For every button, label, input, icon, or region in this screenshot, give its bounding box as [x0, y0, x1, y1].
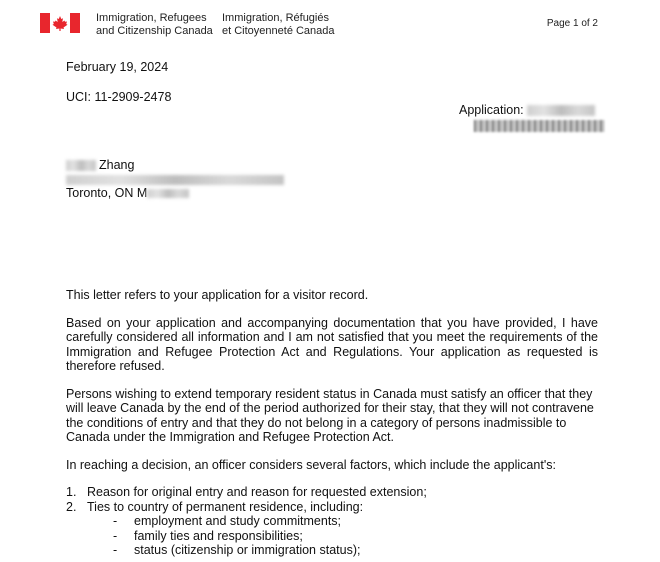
list-item	[66, 485, 598, 500]
sub-factors-list	[66, 514, 598, 558]
recipient-city-line	[66, 186, 284, 200]
list-item-text: Reason for original entry and reason for requested extension;	[87, 485, 427, 499]
redacted-barcode	[474, 120, 604, 132]
factors-list	[66, 485, 598, 514]
recipient-street-line	[66, 172, 284, 186]
letter-date: February 19, 2024	[66, 60, 169, 74]
recipient-address	[66, 158, 284, 200]
dash-bullet: -	[113, 514, 118, 528]
decision-paragraph: Based on your application and accompanying documentation that you have provided, I have carefully considered all information and I am not satisfied that you meet the requirements of the Immigration and Refugee Protection Act and Regulations. Your application as requested is therefore refused.	[66, 315, 598, 373]
canada-flag-icon	[40, 13, 80, 33]
redacted-postal-code	[147, 189, 189, 198]
application-label: Application:	[459, 103, 524, 117]
department-fr-line-1: Immigration, Réfugiés	[222, 12, 329, 24]
requirements-paragraph: Persons wishing to extend temporary resident status in Canada must satisfy an officer that they will leave Canada by the end of the period authorized for their stay, that they will not contravene the conditions of entry and that they do not belong in a category of persons inadmissible to Canada under the Immigration and Refugee Protection Act.	[66, 386, 594, 444]
sub-list-item	[66, 514, 598, 529]
sub-list-item	[66, 529, 598, 544]
redacted-application-number	[527, 105, 595, 116]
recipient-city: Toronto, ON M	[66, 186, 148, 200]
redacted-street-address	[66, 175, 284, 185]
list-item-text: Ties to country of permanent residence, including:	[87, 499, 364, 514]
sub-list-item-text: status (citizenship or immigration status);	[134, 543, 361, 557]
recipient-name-line	[66, 158, 284, 172]
department-en-line-2: and Citizenship Canada	[96, 25, 213, 37]
sub-list-item	[66, 543, 598, 558]
redacted-first-name	[66, 160, 96, 171]
department-fr-line-2: et Citoyenneté Canada	[222, 25, 335, 37]
list-number: 2.	[66, 499, 77, 514]
recipient-surname: Zhang	[99, 158, 135, 172]
dash-bullet: -	[113, 543, 118, 557]
application-number	[459, 103, 595, 117]
list-item	[66, 500, 598, 515]
letter-body	[66, 288, 598, 558]
department-name-english	[96, 12, 213, 38]
department-name-french	[222, 12, 335, 38]
dash-bullet: -	[113, 528, 118, 543]
department-en-line-1: Immigration, Refugees	[96, 12, 207, 24]
intro-paragraph: This letter refers to your application for a visitor record.	[66, 288, 369, 302]
list-number: 1.	[66, 485, 77, 499]
factors-intro-paragraph: In reaching a decision, an officer considers several factors, which include the applicant's:	[66, 457, 556, 472]
sub-list-item-text: employment and study commitments;	[134, 514, 342, 528]
page-indicator: Page 1 of 2	[546, 18, 598, 29]
sub-list-item-text: family ties and responsibilities;	[134, 528, 303, 543]
uci-number: UCI: 11-2909-2478	[66, 90, 172, 104]
